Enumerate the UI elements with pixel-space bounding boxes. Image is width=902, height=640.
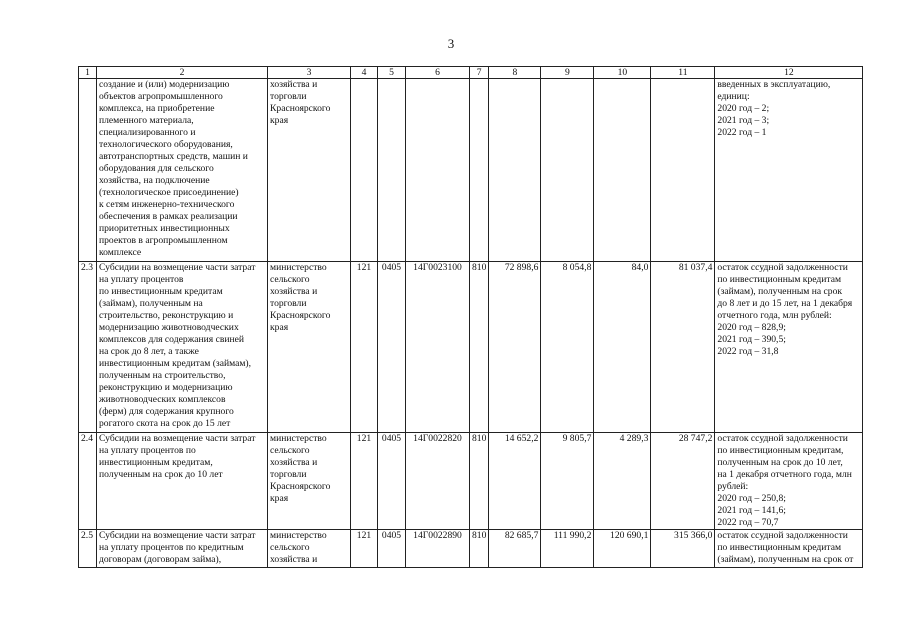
expense-code: 810: [470, 530, 489, 568]
measure-name: создание и (или) модернизацию объектов агропромышленного комплекса, на приобретение племенного материала, специализированного и технологического оборудования, автотранспортных средств, машин и оборудования для сельского хозяйства, на подключение (технологическое присоединение) к сетям инженерно-технического обеспечения в рамках реализации приоритетных инвестиционных проектов в агропромышленном комплексе: [99, 79, 248, 258]
amount-total: [651, 79, 715, 262]
header-cell: 10: [594, 67, 651, 79]
header-cell: 12: [715, 67, 863, 79]
expense-code: 810: [470, 433, 489, 530]
budget-table: [78, 66, 863, 568]
amount-2022: 120 690,1: [594, 530, 651, 568]
measure-name: Субсидии на возмещение части затрат на уплату процентов по инвестиционным кредитам, полученным на срок до 10 лет: [99, 433, 256, 480]
amount-2022: 84,0: [594, 262, 651, 433]
executor: министерство сельского хозяйства и торговли Красноярского края: [270, 262, 331, 333]
amount-2020: 14 652,2: [489, 433, 541, 530]
expense-code: 810: [470, 262, 489, 433]
executor: министерство сельского хозяйства и: [270, 530, 327, 565]
header-cell: 3: [268, 67, 351, 79]
target-code: [406, 79, 470, 262]
amount-2020: [489, 79, 541, 262]
amount-2020: 82 685,7: [489, 530, 541, 568]
expected-result: введенных в эксплуатацию, единиц: 2020 год – 2; 2021 год – 3; 2022 год – 1: [717, 79, 831, 138]
amount-total: 81 037,4: [651, 262, 715, 433]
target-code: 14Г0022890: [406, 530, 470, 568]
amount-2020: 72 898,6: [489, 262, 541, 433]
executor: хозяйства и торговли Красноярского края: [270, 79, 331, 126]
amount-2021: 8 054,8: [541, 262, 594, 433]
table-row: [79, 79, 863, 262]
measure-name: Субсидии на возмещение части затрат на уплату процентов по инвестиционным кредитам (займам), полученным на строительство, реконструкцию и модернизацию животноводческих комплексов для содержания свиней на срок до 8 лет, а также инвестиционным кредитам (займам), полученным на строительство, реконструкцию и модернизацию животноводческих комплексов (ферм) для содержания крупного рогатого скота на срок до 15 лет: [99, 262, 256, 429]
expected-result: остаток ссудной задолженности по инвестиционным кредитам (займам), полученным на срок от: [717, 530, 854, 565]
row-number: 2.5: [79, 530, 97, 568]
grbs-code: [351, 79, 378, 262]
row-number: 2.3: [79, 262, 97, 433]
grbs-code: 121: [351, 262, 378, 433]
amount-2021: 111 990,2: [541, 530, 594, 568]
amount-2021: [541, 79, 594, 262]
grbs-code: 121: [351, 433, 378, 530]
row-number: 2.4: [79, 433, 97, 530]
row-number: [79, 79, 97, 262]
section-code: 0405: [378, 433, 406, 530]
expense-code: [470, 79, 489, 262]
amount-2022: [594, 79, 651, 262]
header-row: [79, 67, 863, 79]
header-cell: 4: [351, 67, 378, 79]
table-row: [79, 433, 863, 530]
header-cell: 1: [79, 67, 97, 79]
section-code: 0405: [378, 262, 406, 433]
amount-total: 28 747,2: [651, 433, 715, 530]
table-row: [79, 530, 863, 568]
amount-2021: 9 805,7: [541, 433, 594, 530]
grbs-code: 121: [351, 530, 378, 568]
target-code: 14Г0023100: [406, 262, 470, 433]
header-cell: 9: [541, 67, 594, 79]
expected-result: остаток ссудной задолженности по инвестиционным кредитам (займам), полученным на срок до 8 лет и до 15 лет, на 1 декабря отчетного года, млн рублей: 2020 год – 828,9; 2021 год – 390,5; 2022 год – 31,8: [717, 262, 853, 357]
expected-result: остаток ссудной задолженности по инвестиционным кредитам, полученным на срок до 10 лет, на 1 декабря отчетного года, млн рублей: 2020 год – 250,8; 2021 год – 141,6; 2022 год – 70,7: [717, 433, 852, 528]
measure-name: Субсидии на возмещение части затрат на уплату процентов по кредитным договорам (договорам займа),: [99, 530, 256, 565]
header-cell: 5: [378, 67, 406, 79]
header-cell: 8: [489, 67, 541, 79]
section-code: [378, 79, 406, 262]
header-cell: 6: [406, 67, 470, 79]
header-cell: 7: [470, 67, 489, 79]
amount-total: 315 366,0: [651, 530, 715, 568]
target-code: 14Г0022820: [406, 433, 470, 530]
section-code: 0405: [378, 530, 406, 568]
header-cell: 11: [651, 67, 715, 79]
table-row: [79, 262, 863, 433]
amount-2022: 4 289,3: [594, 433, 651, 530]
page-number: 3: [447, 36, 455, 51]
executor: министерство сельского хозяйства и торговли Красноярского края: [270, 433, 331, 504]
header-cell: 2: [97, 67, 268, 79]
